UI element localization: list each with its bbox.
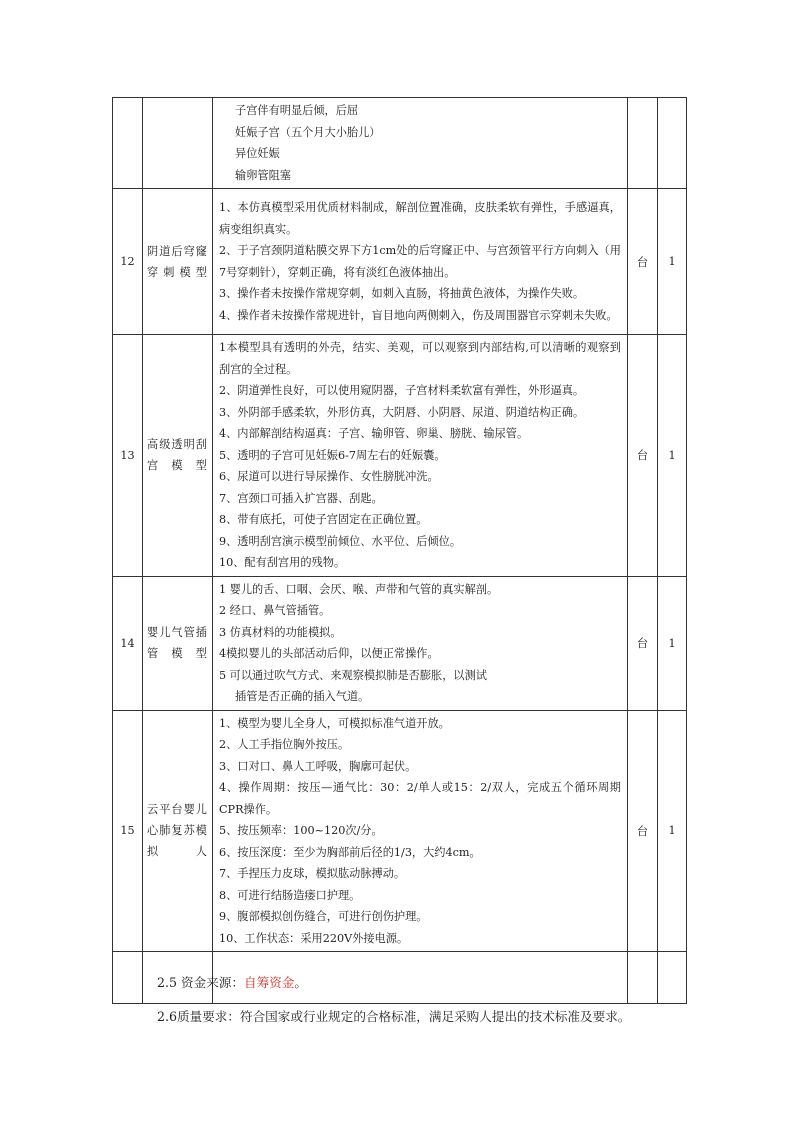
item-quantity: 1 xyxy=(658,189,687,335)
item-quantity xyxy=(658,952,687,1004)
item-number: 12 xyxy=(113,189,143,335)
funding-source-line xyxy=(157,973,307,993)
item-name: 云平台婴儿心肺复苏模拟人 xyxy=(143,710,213,952)
item-unit xyxy=(628,98,658,189)
description-line: 2、人工手指位胸外按压。 xyxy=(219,738,350,751)
item-number: 14 xyxy=(113,576,143,710)
description-line: 子宫伴有明显后倾，后屈 xyxy=(235,104,359,117)
description-line: 4、内部解剖结构逼真：子宫、输卵管、卵巢、膀胱、输尿管。 xyxy=(219,427,529,440)
item-description xyxy=(213,335,628,577)
description-line: 1、本仿真模型采用优质材料制成，解剖位置准确，皮肤柔软有弹性，手感逼真，病变组织真实。 xyxy=(219,201,621,236)
description-line: 5 可以通过吹气方式、来观察模拟肺是否膨胀，以测试 xyxy=(219,668,487,682)
item-name: 阴道后穹窿穿刺模型 xyxy=(143,189,213,335)
item-name: 婴儿气管插管模型 xyxy=(143,576,213,710)
description-line: 10、配有刮宫用的残物。 xyxy=(219,556,346,569)
item-number: 15 xyxy=(113,710,143,952)
item-description xyxy=(213,710,628,952)
description-line: 4模拟婴儿的头部活动后仰，以便正常操作。 xyxy=(219,647,439,660)
description-line: 1本模型具有透明的外壳，结实、美观，可以观察到内部结构,可以清晰的观察到刮宫的全过程。 xyxy=(219,341,621,376)
description-line: 插管是否正确的插入气道。 xyxy=(235,690,370,703)
description-line: 输卵管阻塞 xyxy=(235,168,291,182)
quality-requirement-line: 2.6质量要求：符合国家或行业规定的合格标准，满足采购人提出的技术标准及要求。 xyxy=(157,1009,631,1024)
table-row xyxy=(113,98,687,189)
item-number xyxy=(113,98,143,189)
description-line: 5、透明的子宫可见妊娠6-7周左右的妊娠囊。 xyxy=(219,448,446,462)
table-row xyxy=(113,189,687,335)
item-description xyxy=(213,576,628,710)
item-name: 高级透明刮宫模型 xyxy=(143,335,213,577)
item-unit: 台 xyxy=(628,710,658,952)
table-row xyxy=(113,710,687,952)
description-line: 2 经口、鼻气管插管。 xyxy=(219,604,331,617)
item-description xyxy=(213,98,628,189)
description-line: 3、外阴部手感柔软，外形仿真，大阴唇、小阴唇、尿道、阴道结构正确。 xyxy=(219,405,585,419)
description-line: 6、尿道可以进行导尿操作、女性膀胱冲洗。 xyxy=(219,470,439,483)
description-line: 4、操作者未按操作常规进针，盲目地向两侧刺入，伤及周围器官示穿刺未失败。 xyxy=(219,308,618,322)
item-quantity xyxy=(658,98,687,189)
description-line: 10、工作状态：采用220V外接电源。 xyxy=(219,931,409,945)
table-row xyxy=(113,576,687,710)
funding-end: 。 xyxy=(294,975,307,990)
item-unit: 台 xyxy=(628,335,658,577)
description-line: 2、于子宫颈阴道粘膜交界下方1cm处的后穹窿正中、与宫颈管平行方向刺入（用7号穿刺针），穿刺正确，将有淡红色液体抽出。 xyxy=(219,244,621,279)
description-line: 1、模型为婴儿全身人，可模拟标准气道开放。 xyxy=(219,716,450,730)
description-line: 8、可进行结肠造瘘口护理。 xyxy=(219,888,361,902)
specification-table xyxy=(112,97,687,1004)
table-row xyxy=(113,335,687,577)
item-unit xyxy=(628,952,658,1004)
description-line: 8、带有底托，可使子宫固定在正确位置。 xyxy=(219,513,428,526)
description-line: 3 仿真材料的功能模拟。 xyxy=(219,625,342,639)
item-unit: 台 xyxy=(628,189,658,335)
description-line: 异位妊娠 xyxy=(235,147,280,160)
item-description xyxy=(213,189,628,335)
description-line: 3、操作者未按操作常规穿刺，如刺入直肠，将抽黄色液体，为操作失败。 xyxy=(219,287,585,300)
description-line: 妊娠子宫（五个月大小胎儿） xyxy=(235,125,381,139)
item-quantity: 1 xyxy=(658,335,687,577)
description-line: 5、按压频率：100~120次/分。 xyxy=(219,824,383,837)
funding-label: 2.5 资金来源： xyxy=(157,975,245,990)
description-line: 4、操作周期：按压—通气比：30：2/单人或15：2/双人，完成五个循环周期CPR操作。 xyxy=(219,781,621,816)
description-line: 3、口对口、鼻人工呼吸，胸廓可起伏。 xyxy=(219,759,417,773)
item-number xyxy=(113,952,143,1004)
item-unit: 台 xyxy=(628,576,658,710)
description-line: 6、按压深度：至少为胸部前后径的1/3，大约4cm。 xyxy=(219,845,481,859)
description-line: 9、腹部模拟创伤缝合，可进行创伤护理。 xyxy=(219,910,428,923)
item-number: 13 xyxy=(113,335,143,577)
item-name xyxy=(143,98,213,189)
item-quantity: 1 xyxy=(658,710,687,952)
description-line: 2、阴道弹性良好，可以使用窥阴器，子宫材料柔软富有弹性，外形逼真。 xyxy=(219,384,585,397)
description-line: 9、透明刮宫演示模型前倾位、水平位、后倾位。 xyxy=(219,534,462,548)
item-quantity: 1 xyxy=(658,576,687,710)
description-line: 7、宫颈口可插入扩宫器、刮匙。 xyxy=(219,491,383,505)
description-line: 7、手捏压力皮球，模拟肱动脉搏动。 xyxy=(219,867,406,880)
funding-value: 自筹资金 xyxy=(244,975,295,990)
description-line: 1 婴儿的舌、口咽、会厌、喉、声带和气管的真实解剖。 xyxy=(219,582,499,596)
